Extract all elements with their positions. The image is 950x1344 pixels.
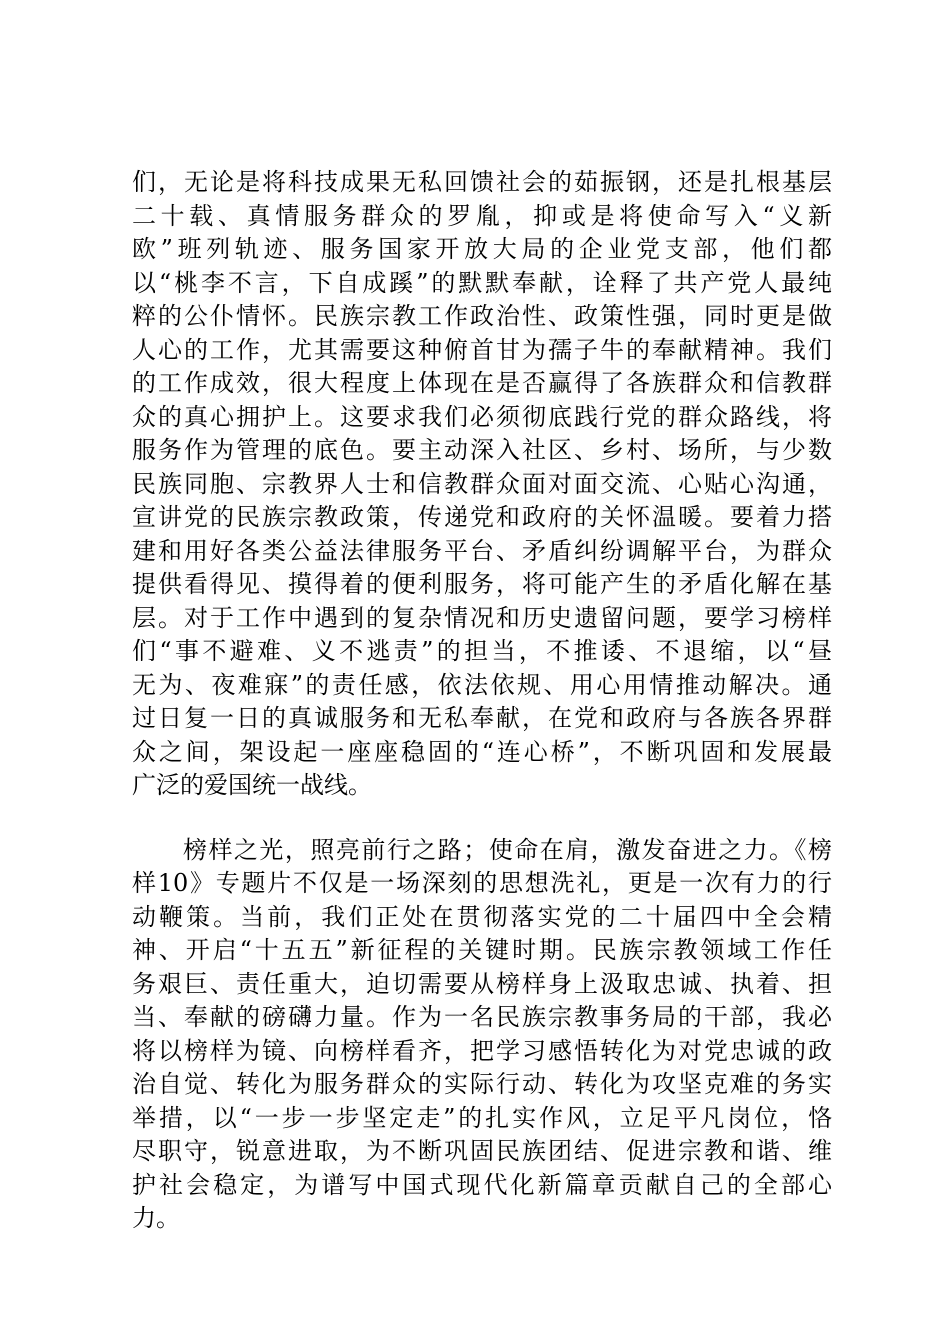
paragraph-line: 样10》专题片不仅是一场深刻的思想洗礼，更是一次有力的行 <box>132 869 832 897</box>
paragraph-1 <box>132 166 832 803</box>
paragraph-line: 无为、夜难寐”的责任感，依法依规、用心用情推动解决。通 <box>132 670 832 699</box>
paragraph-line: 神、开启“十五五”新征程的关键时期。民族宗教领域工作任 <box>132 936 832 964</box>
paragraph-2 <box>132 834 832 1236</box>
paragraph-line: 建和用好各类公益法律服务平台、矛盾纠纷调解平台，为群众 <box>132 536 832 565</box>
paragraph-line: 提供看得见、摸得着的便利服务，将可能产生的矛盾化解在基 <box>132 570 832 598</box>
paragraph-line: 欧”班列轨迹、服务国家开放大局的企业党支部，他们都 <box>132 235 832 263</box>
paragraph-line: 们“事不避难、义不逃责”的担当，不推诿、不退缩，以“昼 <box>132 637 832 665</box>
paragraph-line: 力。 <box>132 1204 180 1232</box>
paragraph-line: 务艰巨、责任重大，迫切需要从榜样身上汲取忠诚、执着、担 <box>132 969 832 998</box>
paragraph-spacer <box>132 803 832 834</box>
paragraph-line: 民族同胞、宗教界人士和信教群众面对面交流、心贴心沟通， <box>132 469 832 498</box>
document-body <box>132 166 832 1236</box>
paragraph-line: 众之间，架设起一座座稳固的“连心桥”，不断巩固和发展最 <box>132 737 832 766</box>
paragraph-line: 人心的工作，尤其需要这种俯首甘为孺子牛的奉献精神。我们 <box>132 335 832 364</box>
paragraph-line: 动鞭策。当前，我们正处在贯彻落实党的二十届四中全会精 <box>132 902 832 931</box>
paragraph-line: 护社会稳定，为谱写中国式现代化新篇章贡献自己的全部心 <box>132 1170 832 1199</box>
paragraph-line: 当、奉献的磅礴力量。作为一名民族宗教事务局的干部，我必 <box>132 1003 832 1031</box>
paragraph-line: 治自觉、转化为服务群众的实际行动、转化为攻坚克难的务实 <box>132 1070 832 1098</box>
paragraph-line: 粹的公仆情怀。民族宗教工作政治性、政策性强，同时更是做 <box>132 302 832 330</box>
paragraph-line: 尽职守，锐意进取，为不断巩固民族团结、促进宗教和谐、维 <box>132 1137 832 1165</box>
paragraph-line: 过日复一日的真诚服务和无私奉献，在党和政府与各族各界群 <box>132 704 832 732</box>
paragraph-line: 举措，以“一步一步坚定走”的扎实作风，立足平凡岗位，恪 <box>132 1103 832 1132</box>
paragraph-line: 以“桃李不言，下自成蹊”的默默奉献，诠释了共产党人最纯 <box>132 268 832 297</box>
paragraph-line: 广泛的爱国统一战线。 <box>132 771 372 799</box>
paragraph-line: 榜样之光，照亮前行之路；使命在肩，激发奋进之力。《榜 <box>132 835 832 864</box>
paragraph-line: 二十载、真情服务群众的罗胤，抑或是将使命写入“义新 <box>132 201 832 230</box>
paragraph-line: 服务作为管理的底色。要主动深入社区、乡村、场所，与少数 <box>132 436 832 464</box>
paragraph-line: 宣讲党的民族宗教政策，传递党和政府的关怀温暖。要着力搭 <box>132 503 832 531</box>
paragraph-line: 们，无论是将科技成果无私回馈社会的茹振钢，还是扎根基层 <box>132 168 832 196</box>
paragraph-line: 层。对于工作中遇到的复杂情况和历史遗留问题，要学习榜样 <box>132 603 832 632</box>
paragraph-line: 众的真心拥护上。这要求我们必须彻底践行党的群众路线，将 <box>132 402 832 431</box>
paragraph-line: 将以榜样为镜、向榜样看齐，把学习感悟转化为对党忠诚的政 <box>132 1036 832 1065</box>
paragraph-line: 的工作成效，很大程度上体现在是否赢得了各族群众和信教群 <box>132 369 832 397</box>
